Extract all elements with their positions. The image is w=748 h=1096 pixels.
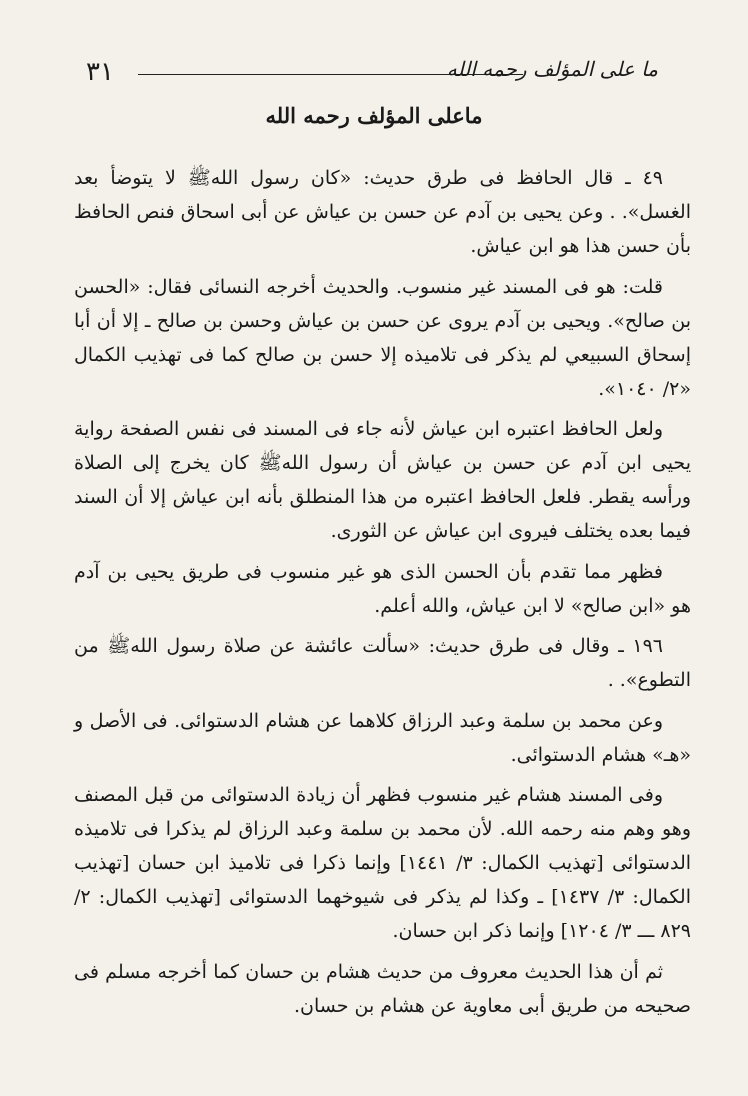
main-text — [74, 161, 691, 1023]
paragraph: ولعل الحافظ اعتبره ابن عياش لأنه جاء فى المسند فى نفس الصفحة رواية يحيى ابن آدم عن حسن بن عياش أن رسول اللهﷺ كان يخرج إلى الصلاة ورأسه يقطر. فلعل الحافظ اعتبره من هذا المنطلق بأنه ابن عياش إلا أن السند فيما بعده يختلف فيروى ابن عياش عن الثورى. — [74, 418, 691, 542]
paragraph: وعن محمد بن سلمة وعبد الرزاق كلاهما عن هشام الدستوائى. فى الأصل و «هـ» هشام الدستوائى. — [74, 709, 691, 766]
paragraph: وفى المسند هشام غير منسوب فظهر أن زيادة الدستوائى من قبل المصنف وهو وهم منه رحمه الله. لأن محمد بن سلمة وعبد الرزاق لم يذكرا فى تلاميذه الدستوائى [تهذيب الكمال: ٣/ ١٤٤١] وإنما ذكرا فى تلاميذ ابن حسان [تهذيب الكمال: ٣/ ١٤٣٧] ـ وكذا لم يذكر فى شيوخهما الدستوائى [تهذيب الكمال: ٢/ ٨٢٩ ـــ ٣/ ١٢٠٤] وإنما ذكر ابن حسان. — [74, 784, 692, 942]
paragraph: ثم أن هذا الحديث معروف من حديث هشام بن حسان كما أخرجه مسلم فى صحيحه من طريق أبى معاوية عن هشام بن حسان. — [74, 960, 691, 1017]
paragraph: ٤٩ ـ قال الحافظ فى طرق حديث: «كان رسول اللهﷺ لا يتوضأ بعد الغسل». . وعن يحيى بن آدم عن حسن بن عياش عن أبى اسحاق فنص الحافظ بأن حسن هذا هو ابن عياش. — [74, 167, 691, 257]
paragraph: ١٩٦ ـ وقال فى طرق حديث: «سألت عائشة عن صلاة رسول اللهﷺ من التطوع». . — [74, 635, 691, 691]
page-header — [86, 54, 658, 94]
running-title: ما على المؤلف رحمه الله — [446, 57, 658, 81]
paragraph: قلت: هو فى المسند غير منسوب. والحديث أخرجه النسائى فقال: «الحسن بن صالح». ويحيى بن آدم يروى عن حسن بن عياش وحسن بن صالح ـ إلا أن أبا إسحاق السبيعي لم يذكر فى تلاميذه إلا حسن بن صالح كما فى تهذيب الكمال «٢/ ١٠٤٠». — [74, 275, 691, 400]
page-number: ٣١ — [86, 57, 114, 87]
paragraph: فظهر مما تقدم بأن الحسن الذى هو غير منسوب فى طريق يحيى بن آدم هو «ابن صالح» لا ابن عياش، والله أعلم. — [74, 560, 691, 617]
section-title: ماعلى المؤلف رحمه الله — [265, 103, 483, 128]
